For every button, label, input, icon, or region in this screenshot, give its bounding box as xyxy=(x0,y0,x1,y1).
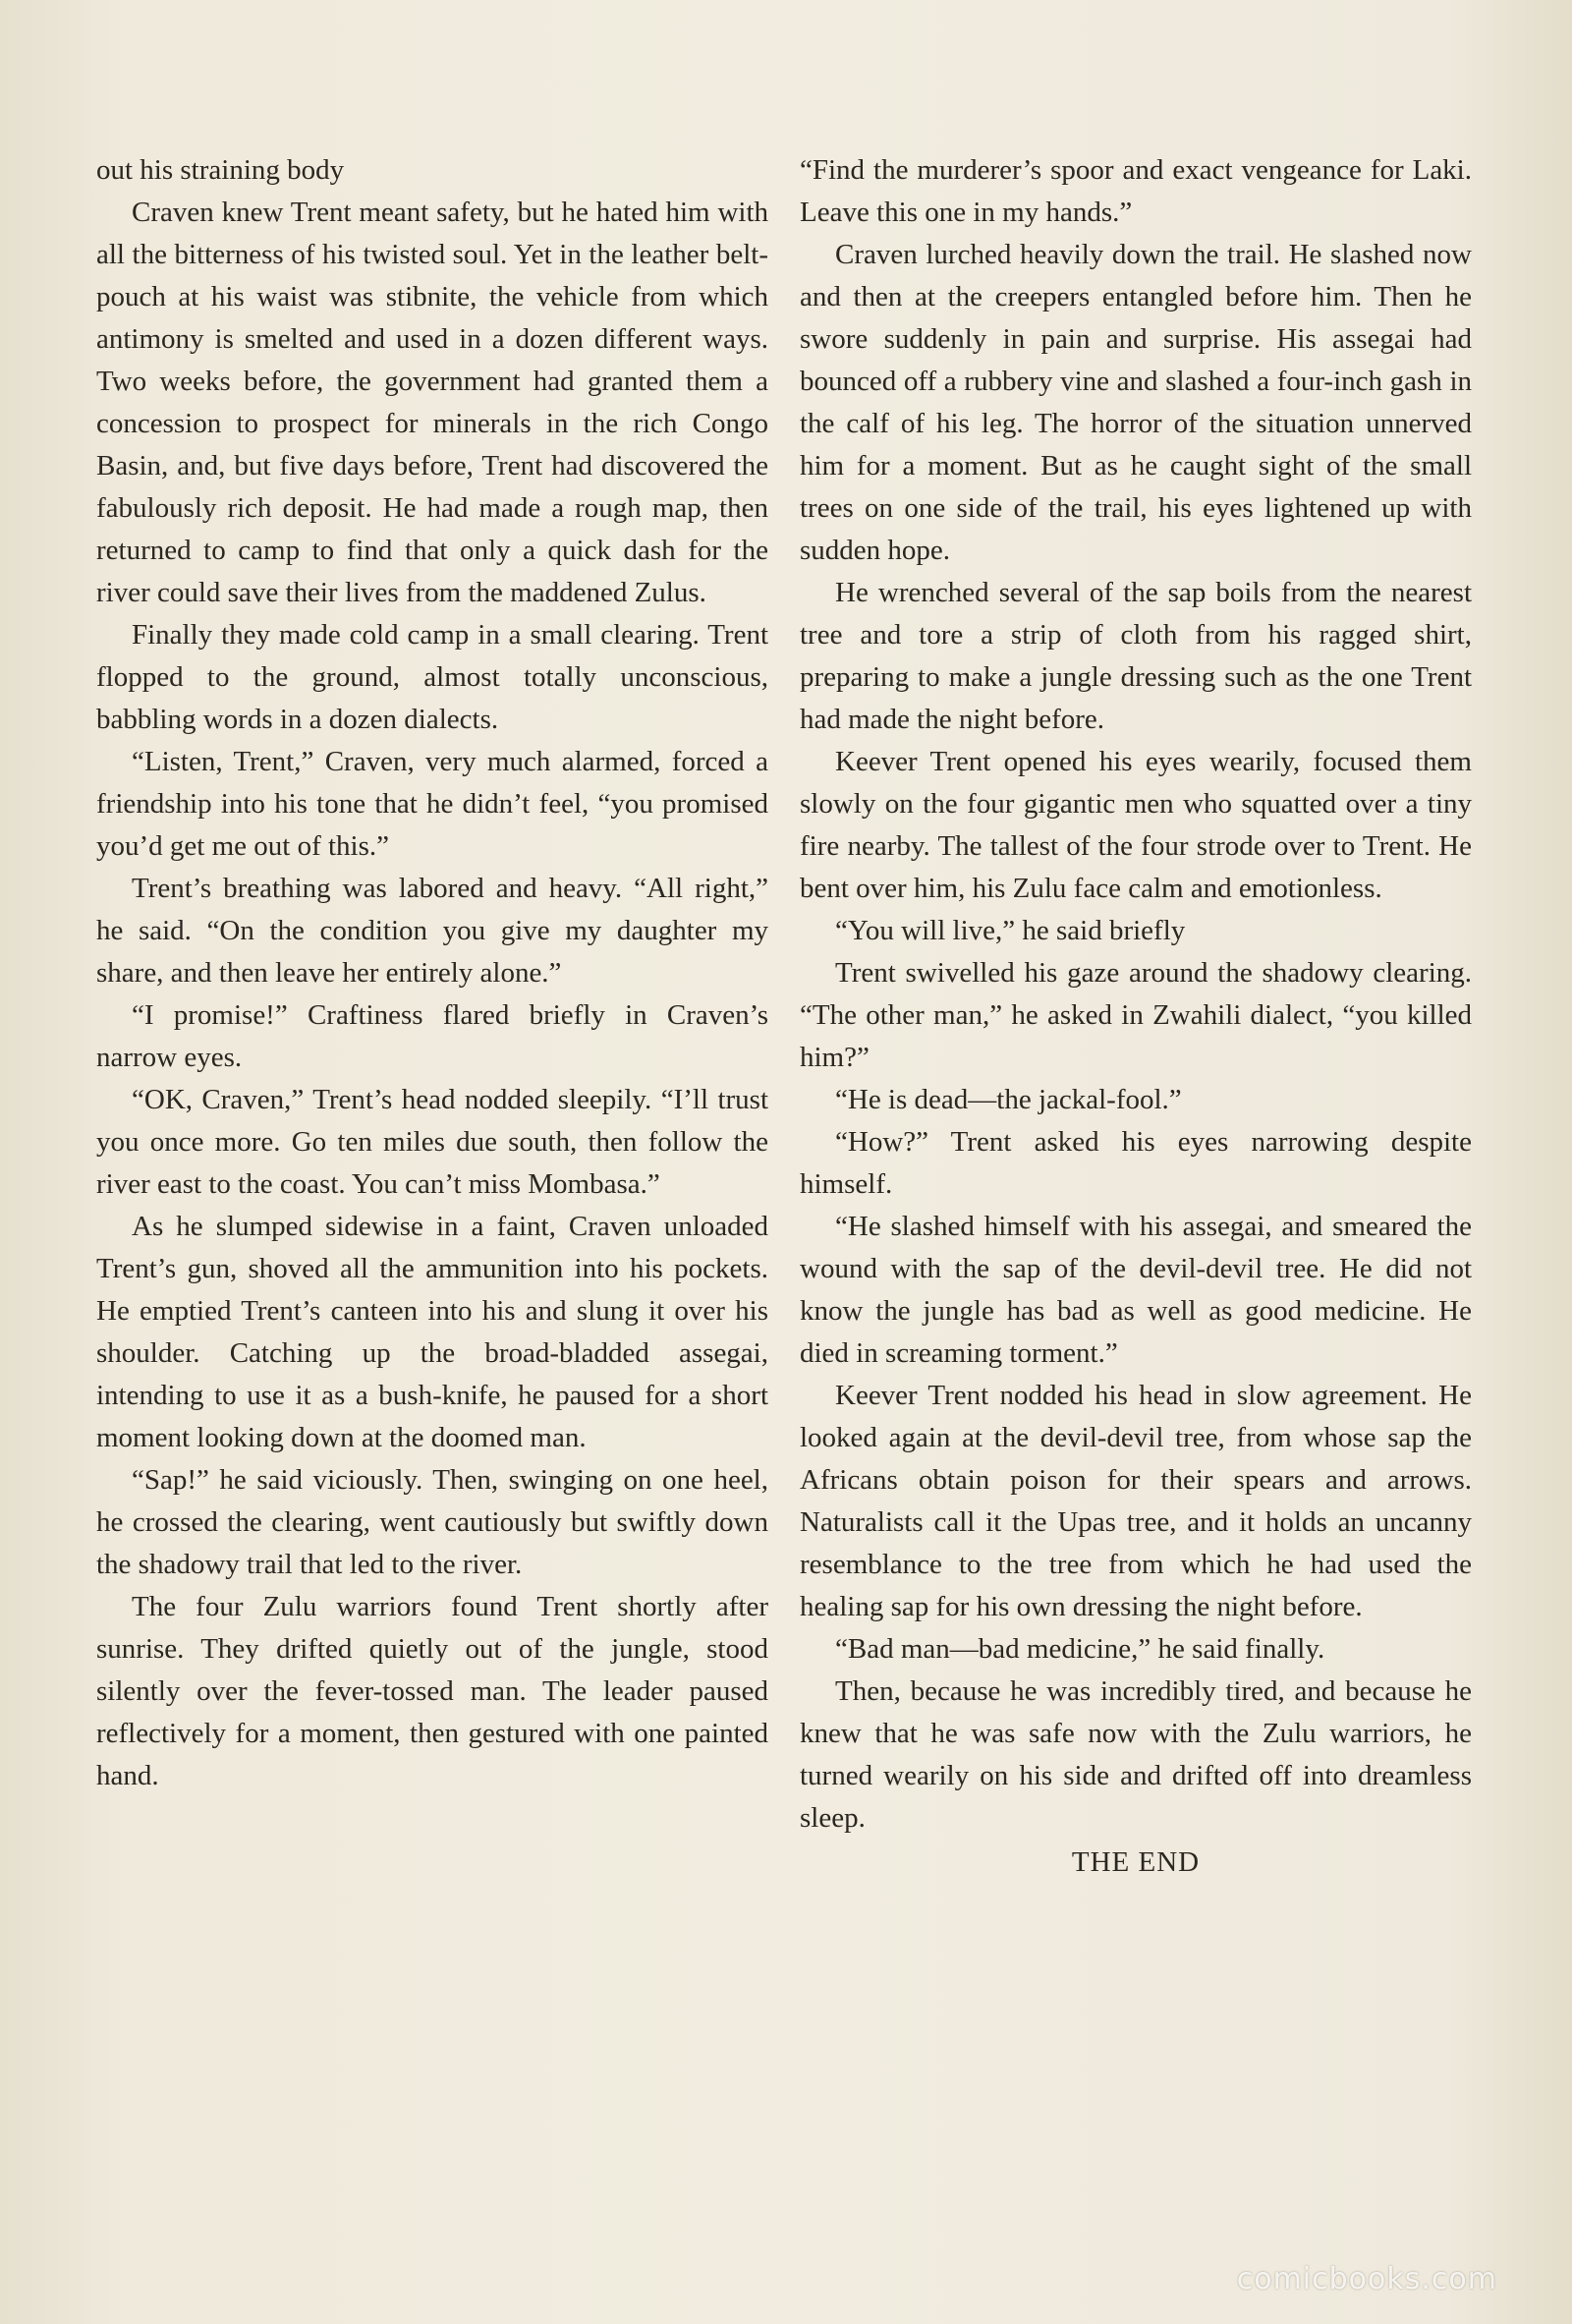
paragraph: Craven lurched heavily down the trail. He slashed now and then at the creepers entangled before him. Then he swore suddenly in pain and surprise. His assegai had bounced off a rubbery vine and slashed a four-inch gash in the calf of his leg. The horror of the situation unnerved him for a moment. But as he caught sight of the small trees on one side of the trail, his eyes lightened up with sudden hope. xyxy=(800,239,1472,566)
paragraph: The four Zulu warriors found Trent shortly after sunrise. They drifted quietly out of the jungle, stood silently over the fever-tossed man. The leader paused reflectively for a moment, then gestured with one painted hand. xyxy=(96,1591,768,1791)
site-watermark: comicbooks.com xyxy=(1236,2262,1497,2296)
paragraph: Craven knew Trent meant safety, but he hated him with all the bitterness of his twisted soul. Yet in the leather belt-pouch at his waist was stibnite, the vehicle from which antimony is smelted and used in a dozen different ways. Two weeks before, the government had granted them a concession to prospect for minerals in the rich Congo Basin, and, but five days before, Trent had discovered the fabulously rich deposit. He had made a rough map, then returned to camp to find that only a quick dash for the river could save their lives from the maddened Zulus. xyxy=(96,197,768,608)
paragraph: “OK, Craven,” Trent’s head nodded sleepily. “I’ll trust you once more. Go ten miles due south, then follow the river east to the coast. You can’t miss Mombasa.” xyxy=(96,1084,768,1200)
right-text-column xyxy=(800,149,1472,1884)
paragraph: “Listen, Trent,” Craven, very much alarmed, forced a friendship into his tone that he didn’t feel, “you promised you’d get me out of this.” xyxy=(96,746,768,862)
paragraph: Trent’s breathing was labored and heavy. “All right,” he said. “On the condition you give my daughter my share, and then leave her entirely alone.” xyxy=(96,873,768,989)
paragraph: “Bad man—bad medicine,” he said finally. xyxy=(835,1633,1325,1665)
paragraph: “He slashed himself with his assegai, and smeared the wound with the sap of the devil-devil tree. He did not know the jungle has bad as well as good medicine. He died in screaming torment.” xyxy=(800,1211,1472,1369)
paragraph: Keever Trent nodded his head in slow agreement. He looked again at the devil-devil tree, from whose sap the Africans obtain poison for their spears and arrows. Naturalists call it the Upas tree, and it holds an uncanny resemblance to the tree from which he had used the healing sap for his own dressing the night before. xyxy=(800,1380,1472,1622)
paragraph: “How?” Trent asked his eyes narrowing despite himself. xyxy=(800,1126,1472,1200)
paragraph: Then, because he was incredibly tired, and because he knew that he was safe now with the Zulu warriors, he turned wearily on his side and drifted off into dreamless sleep. xyxy=(800,1675,1472,1834)
paragraph: “You will live,” he said briefly xyxy=(835,915,1186,946)
paragraph: He wrenched several of the sap boils from the nearest tree and tore a strip of cloth from his ragged shirt, preparing to make a jungle dressing such as the one Trent had made the night before. xyxy=(800,577,1472,735)
paragraph: “Find the murderer’s spoor and exact vengeance for Laki. Leave this one in my hands.” xyxy=(800,154,1472,228)
paragraph: As he slumped sidewise in a faint, Craven unloaded Trent’s gun, shoved all the ammunition into his pockets. He emptied Trent’s canteen into his and slung it over his shoulder. Catching up the broad-bladded assegai, intending to use it as a bush-knife, he paused for a short moment looking down at the doomed man. xyxy=(96,1211,768,1453)
paragraph: Trent swivelled his gaze around the shadowy clearing. “The other man,” he asked in Zwahili dialect, “you killed him?” xyxy=(800,957,1472,1073)
paragraph: “Sap!” he said viciously. Then, swinging on one heel, he crossed the clearing, went cautiously but swiftly down the shadowy trail that led to the river. xyxy=(96,1464,768,1580)
paragraph: Keever Trent opened his eyes wearily, focused them slowly on the four gigantic men who squatted over a tiny fire nearby. The tallest of the four strode over to Trent. He bent over him, his Zulu face calm and emotionless. xyxy=(800,746,1472,904)
the-end-label: THE END xyxy=(1071,1846,1201,1878)
left-text-column xyxy=(96,149,768,1797)
paragraph: “I promise!” Craftiness flared briefly in Craven’s narrow eyes. xyxy=(96,999,768,1073)
paragraph: out his straining body xyxy=(96,154,345,186)
paragraph: “He is dead—the jackal-fool.” xyxy=(835,1084,1182,1115)
paragraph: Finally they made cold camp in a small clearing. Trent flopped to the ground, almost totally unconscious, babbling words in a dozen dialects. xyxy=(96,619,768,735)
